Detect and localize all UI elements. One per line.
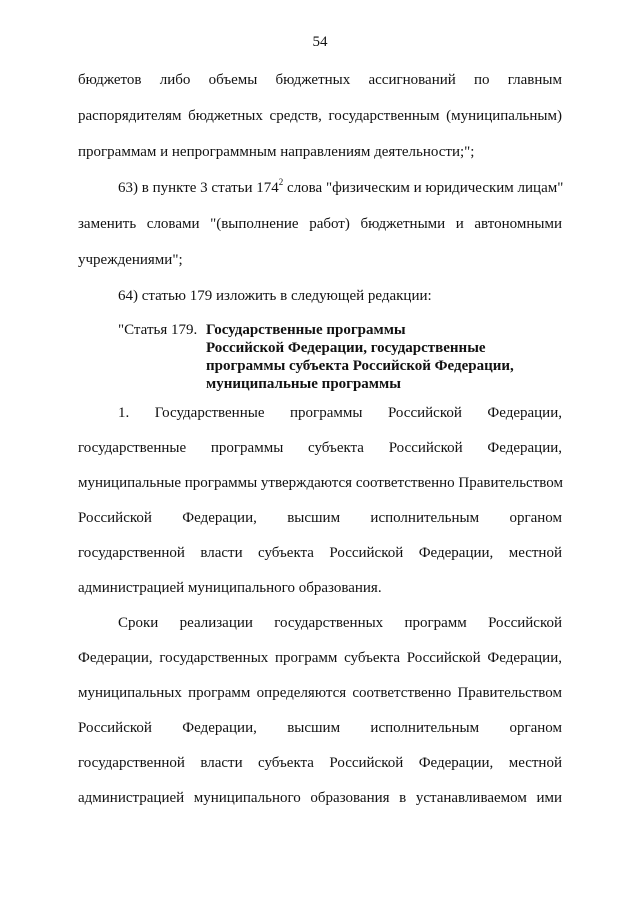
paragraph-line: государственной власти субъекта Российской Федерации, местной [78,545,562,561]
paragraph-line: 1. Государственные программы Российской Федерации, [118,405,562,421]
paragraph-line: государственные программы субъекта Российской Федерации, [78,440,562,456]
paragraph-line: муниципальные программы утверждаются соответственно Правительством [78,475,563,491]
paragraph-line: администрацией муниципального образования. [78,580,382,596]
text-line: программам и непрограммным направлениям деятельности;"; [78,144,475,160]
page-number: 54 [312,34,328,50]
paragraph-line: Федерации, государственных программ субъекта Российской Федерации, [78,650,562,666]
paragraph-line: Российской Федерации, высшим исполнительным органом [78,510,562,526]
text-fragment: 63) в пункте 3 статьи 174 [118,180,279,196]
text-line-with-superscript [118,178,562,198]
paragraph-line: Сроки реализации государственных программ Российской [118,615,562,631]
text-line: 64) статью 179 изложить в следующей редакции: [118,288,432,304]
text-fragment: слова "физическим и юридическим лицам" [283,180,564,196]
paragraph-line: Российской Федерации, высшим исполнительным органом [78,720,562,736]
article-title-line: программы субъекта Российской Федерации, [206,358,514,374]
article-title-line: Государственные программы [206,322,406,338]
text-line: учреждениями"; [78,252,183,268]
paragraph-line: государственной власти субъекта Российской Федерации, местной [78,755,562,771]
article-label: "Статья 179. [118,322,198,338]
text-line: распорядителям бюджетных средств, государственным (муниципальным) [78,108,562,124]
article-title [206,321,546,393]
paragraph-line: администрацией муниципального образования в устанавливаемом ими [78,790,562,806]
article-title-line: Российской Федерации, государственные [206,340,486,356]
text-line: заменить словами "(выполнение работ) бюджетными и автономными [78,216,562,232]
paragraph-line: муниципальных программ определяются соответственно Правительством [78,685,562,701]
text-line: бюджетов либо объемы бюджетных ассигнований по главным [78,72,562,88]
article-title-line: муниципальные программы [206,376,401,392]
superscript: 2 [278,177,284,187]
